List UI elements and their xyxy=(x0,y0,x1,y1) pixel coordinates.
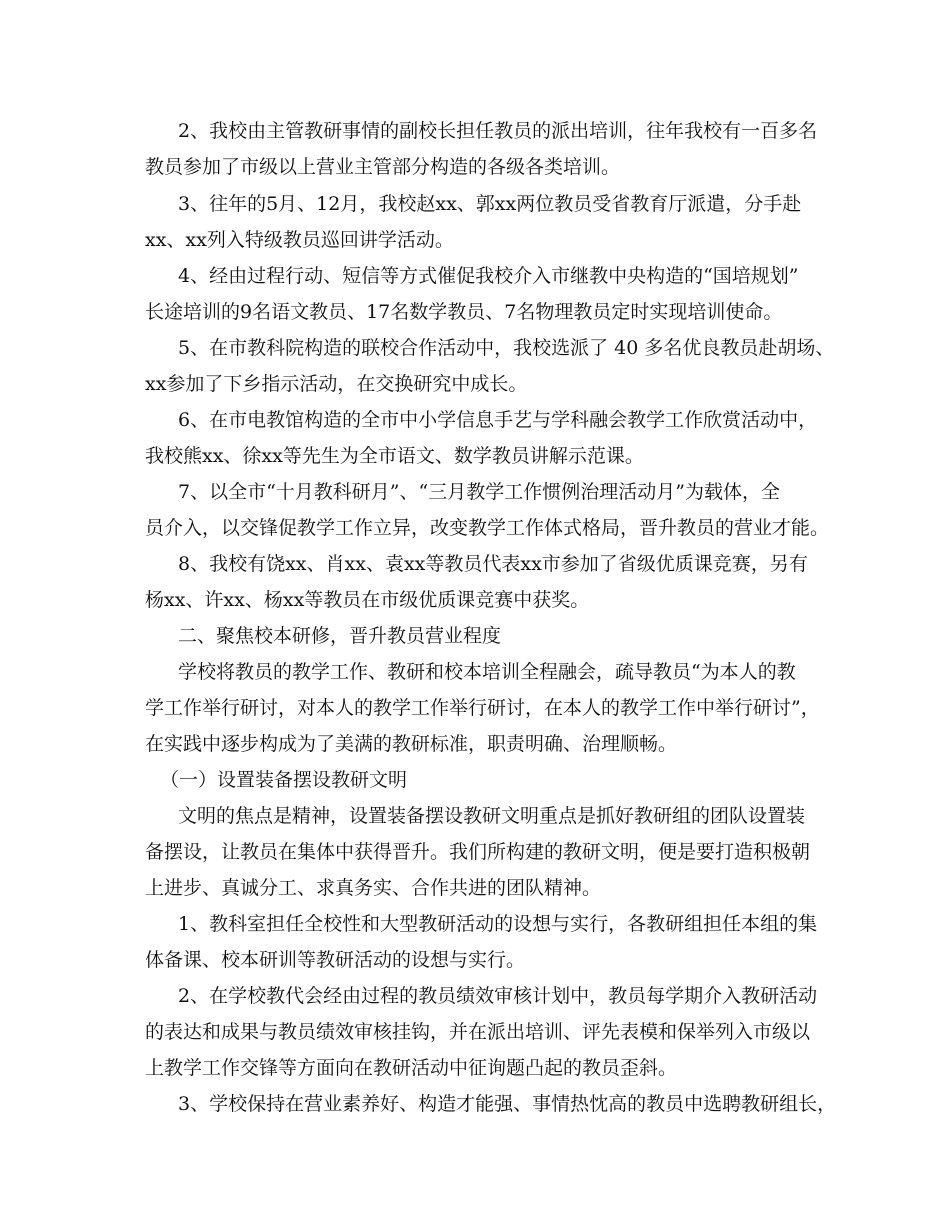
text-line: 上教学工作交锋等方面向在教研活动中征询题凸起的教员歪斜。 xyxy=(145,1057,678,1079)
text-line: 上进步、真诚分工、求真务实、合作共进的团队精神。 xyxy=(145,877,602,899)
text-line: 学校将教员的教学工作、教研和校本培训全程融会，疏导教员“为本人的教 xyxy=(178,661,796,683)
text-line: 1、教科室担任全校性和大型教研活动的设想与实行，各教研组担任本组的集 xyxy=(178,913,818,935)
text-line: 学工作举行研讨，对本人的教学工作举行研讨，在本人的教学工作中举行研讨”， xyxy=(145,697,820,719)
text-line: xx参加了下乡指示活动，在交换研究中成长。 xyxy=(145,373,528,395)
text-line: 6、在市电教馆构造的全市中小学信息手艺与学科融会教学工作欣赏活动中， xyxy=(178,409,818,431)
text-line: xx、xx列入特级教员巡回讲学活动。 xyxy=(145,229,454,251)
text-line: 教员参加了市级以上营业主管部分构造的各级各类培训。 xyxy=(145,156,621,178)
text-line: 2、在学校教代会经由过程的教员绩效审核计划中，教员每学期介入教研活动 xyxy=(178,985,818,1007)
text-line: 4、经由过程行动、短信等方式催促我校介入市继教中央构造的“国培规划” xyxy=(178,265,799,287)
section-heading: 二、聚焦校本研修，晋升教员营业程度 xyxy=(178,625,502,647)
text-line: 在实践中逐步构成为了美满的教研标准，职责明确、治理顺畅。 xyxy=(145,733,678,755)
text-line: 3、往年的5月、12月，我校赵xx、郭xx两位教员受省教育厅派遣，分手赴 xyxy=(178,193,802,215)
text-line: 员介入，以交锋促教学工作立异，改变教学工作体式格局，晋升教员的营业才能。 xyxy=(145,517,830,539)
text-line: 备摆设，让教员在集体中获得晋升。我们所构建的教研文明，便是要打造积极朝 xyxy=(145,841,811,863)
text-line: 5、在市教科院构造的联校合作活动中，我校选派了 40 多名优良教员赴胡场、 xyxy=(178,337,835,359)
text-line: 体备课、校本研训等教研活动的设想与实行。 xyxy=(145,949,526,971)
text-line: 3、学校保持在营业素养好、构造才能强、事情热忱高的教员中选聘教研组长， xyxy=(178,1093,837,1115)
text-line: 文明的焦点是精神，设置装备摆设教研文明重点是抓好教研组的团队设置装 xyxy=(178,805,806,827)
text-line: 我校熊xx、徐xx等先生为全市语文、数学教员讲解示范课。 xyxy=(145,445,644,467)
text-line: 2、我校由主管教研事情的副校长担任教员的派出培训，往年我校有一百多名 xyxy=(178,120,818,142)
text-line: 8、我校有饶xx、肖xx、袁xx等教员代表xx市参加了省级优质课竞赛，另有 xyxy=(178,553,808,575)
text-line: 杨xx、许xx、杨xx等教员在市级优质课竞赛中获奖。 xyxy=(145,589,590,611)
text-line: 7、以全市“十月教科研月”、“三月教学工作惯例治理活动月”为载体，全 xyxy=(178,481,780,503)
subsection-heading: （一）设置装备摆设教研文明 xyxy=(160,769,408,791)
text-line: 的表达和成果与教员绩效审核挂钩，并在派出培训、评先表模和保举列入市级以 xyxy=(145,1021,811,1043)
text-line: 长途培训的9名语文教员、17名数学教员、7名物理教员定时实现培训使命。 xyxy=(145,301,783,323)
